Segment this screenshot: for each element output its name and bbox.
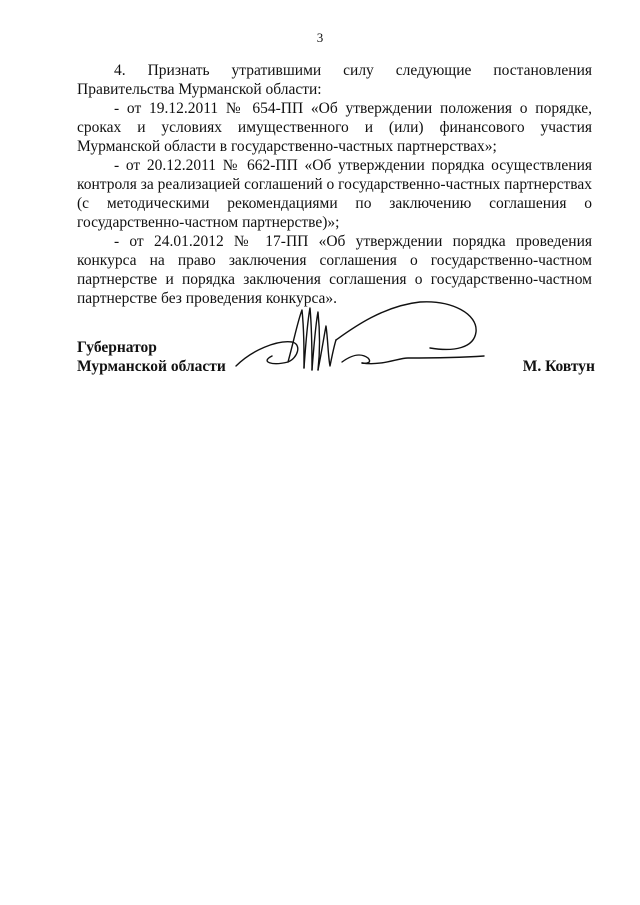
signature-block [77,338,597,398]
paragraph-item-4: 4. Признать утратившими силу следующие постановления Правительства Мурманской области: [77,62,592,98]
page-number: 3 [316,30,324,45]
position-title [77,338,226,376]
paragraph-repeal-662: - от 20.12.2011 № 662-ПП «Об утверждении порядка осуществления контроля за реализацией соглашений о государственно-частных партнерствах (с методическими рекомендациями по заключению соглашения о государственно-частном партнерстве)»; [77,157,592,231]
document-body [77,61,592,308]
position-title-line2: Мурманской области [77,358,226,375]
handwritten-signature [232,300,492,380]
position-title-line1: Губернатор [77,339,157,356]
signer-name: М. Ковтун [522,358,595,375]
paragraph-repeal-654: - от 19.12.2011 № 654-ПП «Об утверждении положения о порядке, сроках и условиях имущественного и (или) финансового участия Мурманской области в государственно-частных партнерствах»; [77,100,592,155]
paragraph-repeal-17: - от 24.01.2012 № 17-ПП «Об утверждении порядка проведения конкурса на право заключения соглашения о государственно-частном партнерстве и порядка заключения соглашения о государственно-частном партнерстве без проведения конкурса». [77,233,592,307]
